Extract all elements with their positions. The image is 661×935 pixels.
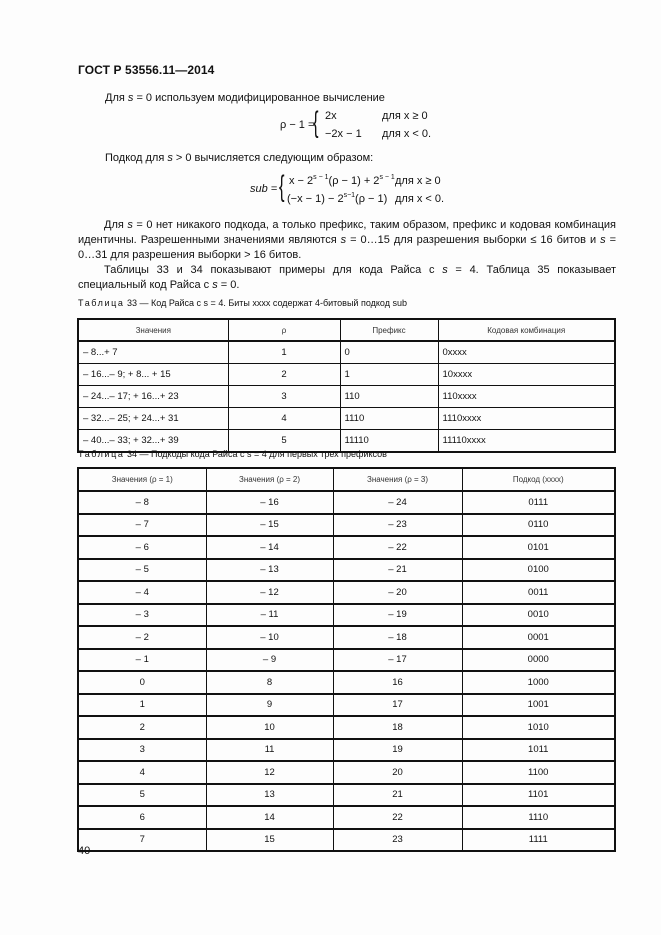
cell-values-rho2: – 14 xyxy=(206,536,333,559)
table-row xyxy=(78,806,615,829)
cell-prefix: 1110 xyxy=(340,408,438,430)
cell-values-rho3: 21 xyxy=(333,784,462,807)
caption-text: 33 — Код Райса с s = 4. Биты xxxx содержат 4-битовый подкод sub xyxy=(124,298,407,308)
table-row xyxy=(78,559,615,582)
var-s: s xyxy=(442,264,448,276)
column-header-subcode: Подкод (xxxx) xyxy=(462,468,615,491)
formula-lhs: sub = xyxy=(250,183,278,195)
text-run: = 0 нет никакого подкода, а только префикс, таким образом, префикс и кодовая комбинация идентичны. Разрешенными значениями являются xyxy=(78,219,616,246)
cell-values: – 32...– 25; + 24...+ 31 xyxy=(78,408,228,430)
text-run: = 0…31 для разрешения выборки > 16 битов. xyxy=(78,234,616,261)
cell-subcode: 0111 xyxy=(462,491,615,514)
paragraph-subcode-intro xyxy=(105,151,373,166)
var-s: s xyxy=(212,279,218,291)
cell-values-rho1: 1 xyxy=(78,694,206,717)
var-s: s xyxy=(340,234,347,246)
var-s: s xyxy=(127,92,134,104)
table-row xyxy=(78,341,615,364)
cell-rho: 4 xyxy=(228,408,340,430)
column-header-values-rho3: Значения (ρ = 3) xyxy=(333,468,462,491)
cell-subcode: 0101 xyxy=(462,536,615,559)
expr-part: x − 2 xyxy=(289,175,314,187)
cell-values-rho1: 5 xyxy=(78,784,206,807)
cell-values-rho2: – 13 xyxy=(206,559,333,582)
cell-values-rho1: 6 xyxy=(78,806,206,829)
cell-values-rho3: 18 xyxy=(333,716,462,739)
table-row xyxy=(78,761,615,784)
table-row xyxy=(78,604,615,627)
cell-subcode: 0010 xyxy=(462,604,615,627)
var-s: s xyxy=(127,219,133,231)
cell-values-rho2: 13 xyxy=(206,784,333,807)
text-run: = 0…15 для разрешения выборки ≤ 16 битов и xyxy=(346,234,601,246)
cell-codeword: 11110xxxx xyxy=(438,430,615,453)
column-header-values: Значения xyxy=(78,319,228,341)
table-row xyxy=(78,739,615,762)
table-34-caption xyxy=(78,449,387,459)
column-header-codeword: Кодовая комбинация xyxy=(438,319,615,341)
cell-values-rho1: – 6 xyxy=(78,536,206,559)
cell-codeword: 1110xxxx xyxy=(438,408,615,430)
cell-values-rho3: – 22 xyxy=(333,536,462,559)
cell-subcode: 1000 xyxy=(462,671,615,694)
cell-codeword: 0xxxx xyxy=(438,341,615,364)
cell-codeword: 110xxxx xyxy=(438,386,615,408)
text-run: > 0 вычисляется следующим образом: xyxy=(172,152,374,164)
text-run: = 0. xyxy=(217,279,240,291)
cell-values-rho2: 10 xyxy=(206,716,333,739)
caption-text: 34 — Подкоды кода Райса с s = 4 для первых трех префиксов xyxy=(124,449,387,459)
table-row xyxy=(78,694,615,717)
cell-rho: 2 xyxy=(228,364,340,386)
cell-values-rho1: – 7 xyxy=(78,514,206,537)
left-brace-icon: { xyxy=(313,106,319,139)
expr-part: (ρ − 1) xyxy=(355,193,388,205)
table-row xyxy=(78,581,615,604)
text-run: Для xyxy=(104,219,128,231)
cell-subcode: 1111 xyxy=(462,829,615,852)
cell-values-rho3: 19 xyxy=(333,739,462,762)
paragraph-table-references xyxy=(78,263,616,293)
cell-subcode: 1101 xyxy=(462,784,615,807)
cell-values-rho2: 11 xyxy=(206,739,333,762)
formula-case1-cond: для x ≥ 0 xyxy=(382,110,428,122)
table-header-row xyxy=(78,319,615,341)
cell-values: – 8...+ 7 xyxy=(78,341,228,364)
cell-values-rho3: 17 xyxy=(333,694,462,717)
exponent: s − 1 xyxy=(379,174,395,181)
cell-values-rho3: 20 xyxy=(333,761,462,784)
cell-values-rho1: 7 xyxy=(78,829,206,852)
cell-values-rho2: 15 xyxy=(206,829,333,852)
cell-rho: 5 xyxy=(228,430,340,453)
formula-case1-cond: для x ≥ 0 xyxy=(395,175,441,187)
table-row xyxy=(78,671,615,694)
cell-values-rho3: 23 xyxy=(333,829,462,852)
exponent: s−1 xyxy=(343,192,356,199)
cell-values: – 16...– 9; + 8... + 15 xyxy=(78,364,228,386)
cell-values-rho2: – 10 xyxy=(206,626,333,649)
expr-part: (−x − 1) − 2 xyxy=(287,193,344,205)
cell-prefix: 0 xyxy=(340,341,438,364)
table-row xyxy=(78,626,615,649)
cell-values-rho1: – 8 xyxy=(78,491,206,514)
left-brace-icon: { xyxy=(279,170,285,203)
cell-subcode: 1100 xyxy=(462,761,615,784)
cell-values-rho3: – 24 xyxy=(333,491,462,514)
text-run: Таблицы 33 и 34 показывают примеры для кода Райса с xyxy=(104,264,443,276)
exponent: s − 1 xyxy=(313,174,329,181)
formula-case1-expr: 2x xyxy=(325,110,337,122)
table-33-caption xyxy=(78,298,407,308)
cell-values-rho2: 14 xyxy=(206,806,333,829)
cell-prefix: 1 xyxy=(340,364,438,386)
document-header-title: ГОСТ Р 53556.11—2014 xyxy=(78,63,215,77)
formula-lhs: ρ − 1 = xyxy=(280,119,315,131)
cell-subcode: 1011 xyxy=(462,739,615,762)
table-row xyxy=(78,491,615,514)
formula-case1-expr xyxy=(289,175,395,187)
cell-values-rho2: 12 xyxy=(206,761,333,784)
cell-values: – 24...– 17; + 16...+ 23 xyxy=(78,386,228,408)
cell-values-rho3: – 23 xyxy=(333,514,462,537)
cell-codeword: 10xxxx xyxy=(438,364,615,386)
table-row xyxy=(78,386,615,408)
cell-values-rho2: 8 xyxy=(206,671,333,694)
cell-subcode: 0100 xyxy=(462,559,615,582)
cell-values-rho3: 16 xyxy=(333,671,462,694)
cell-values-rho2: 9 xyxy=(206,694,333,717)
cell-prefix: 11110 xyxy=(340,430,438,453)
cell-values-rho3: – 19 xyxy=(333,604,462,627)
cell-values-rho1: 0 xyxy=(78,671,206,694)
cell-values-rho1: 2 xyxy=(78,716,206,739)
table-row xyxy=(78,784,615,807)
table-row xyxy=(78,649,615,672)
table-34-rice-subcodes xyxy=(77,467,616,852)
cell-rho: 1 xyxy=(228,341,340,364)
cell-values-rho2: – 11 xyxy=(206,604,333,627)
var-s: s xyxy=(167,152,173,164)
text-run: Для xyxy=(105,92,128,104)
cell-values-rho1: – 2 xyxy=(78,626,206,649)
formula-case2-cond: для x < 0. xyxy=(382,128,432,140)
table-row xyxy=(78,536,615,559)
cell-values-rho3: – 17 xyxy=(333,649,462,672)
text-run: = 0 используем модифицированное вычисление xyxy=(133,92,385,104)
table-row xyxy=(78,829,615,852)
formula-case2-expr xyxy=(287,193,387,205)
cell-values-rho1: 4 xyxy=(78,761,206,784)
cell-values-rho3: – 21 xyxy=(333,559,462,582)
cell-subcode: 0110 xyxy=(462,514,615,537)
cell-values-rho1: – 5 xyxy=(78,559,206,582)
table-33-rice-code xyxy=(77,318,616,453)
cell-subcode: 0001 xyxy=(462,626,615,649)
cell-values-rho1: 3 xyxy=(78,739,206,762)
cell-values-rho2: – 12 xyxy=(206,581,333,604)
cell-values-rho3: – 18 xyxy=(333,626,462,649)
cell-rho: 3 xyxy=(228,386,340,408)
cell-values: – 40...– 33; + 32...+ 39 xyxy=(78,430,228,453)
column-header-values-rho1: Значения (ρ = 1) xyxy=(78,468,206,491)
table-header-row xyxy=(78,468,615,491)
text-run: Подкод для xyxy=(105,152,168,164)
column-header-rho: ρ xyxy=(228,319,340,341)
cell-values-rho2: – 9 xyxy=(206,649,333,672)
cell-values-rho1: – 3 xyxy=(78,604,206,627)
cell-values-rho1: – 1 xyxy=(78,649,206,672)
formula-case2-expr: −2x − 1 xyxy=(325,128,362,140)
cell-subcode: 1001 xyxy=(462,694,615,717)
cell-values-rho2: – 16 xyxy=(206,491,333,514)
formula-case2-cond: для x < 0. xyxy=(395,193,445,205)
text-run: = 4. Таблица 35 показывает специальный код Райса с xyxy=(78,264,616,291)
table-row xyxy=(78,716,615,739)
paragraph-s-zero-intro xyxy=(105,91,385,106)
paragraph-allowed-values xyxy=(78,218,616,263)
cell-values-rho1: – 4 xyxy=(78,581,206,604)
expr-part: (ρ − 1) + 2 xyxy=(328,175,380,187)
cell-subcode: 0011 xyxy=(462,581,615,604)
cell-values-rho3: – 20 xyxy=(333,581,462,604)
column-header-values-rho2: Значения (ρ = 2) xyxy=(206,468,333,491)
table-row xyxy=(78,408,615,430)
cell-values-rho2: – 15 xyxy=(206,514,333,537)
page-number: 40 xyxy=(78,845,91,857)
cell-subcode: 1110 xyxy=(462,806,615,829)
cell-subcode: 1010 xyxy=(462,716,615,739)
var-s: s xyxy=(600,234,606,246)
cell-subcode: 0000 xyxy=(462,649,615,672)
cell-values-rho3: 22 xyxy=(333,806,462,829)
column-header-prefix: Префикс xyxy=(340,319,438,341)
table-row xyxy=(78,364,615,386)
caption-label: Таблица xyxy=(78,298,125,308)
table-row xyxy=(78,514,615,537)
caption-label: Таблица xyxy=(78,449,125,459)
cell-prefix: 110 xyxy=(340,386,438,408)
